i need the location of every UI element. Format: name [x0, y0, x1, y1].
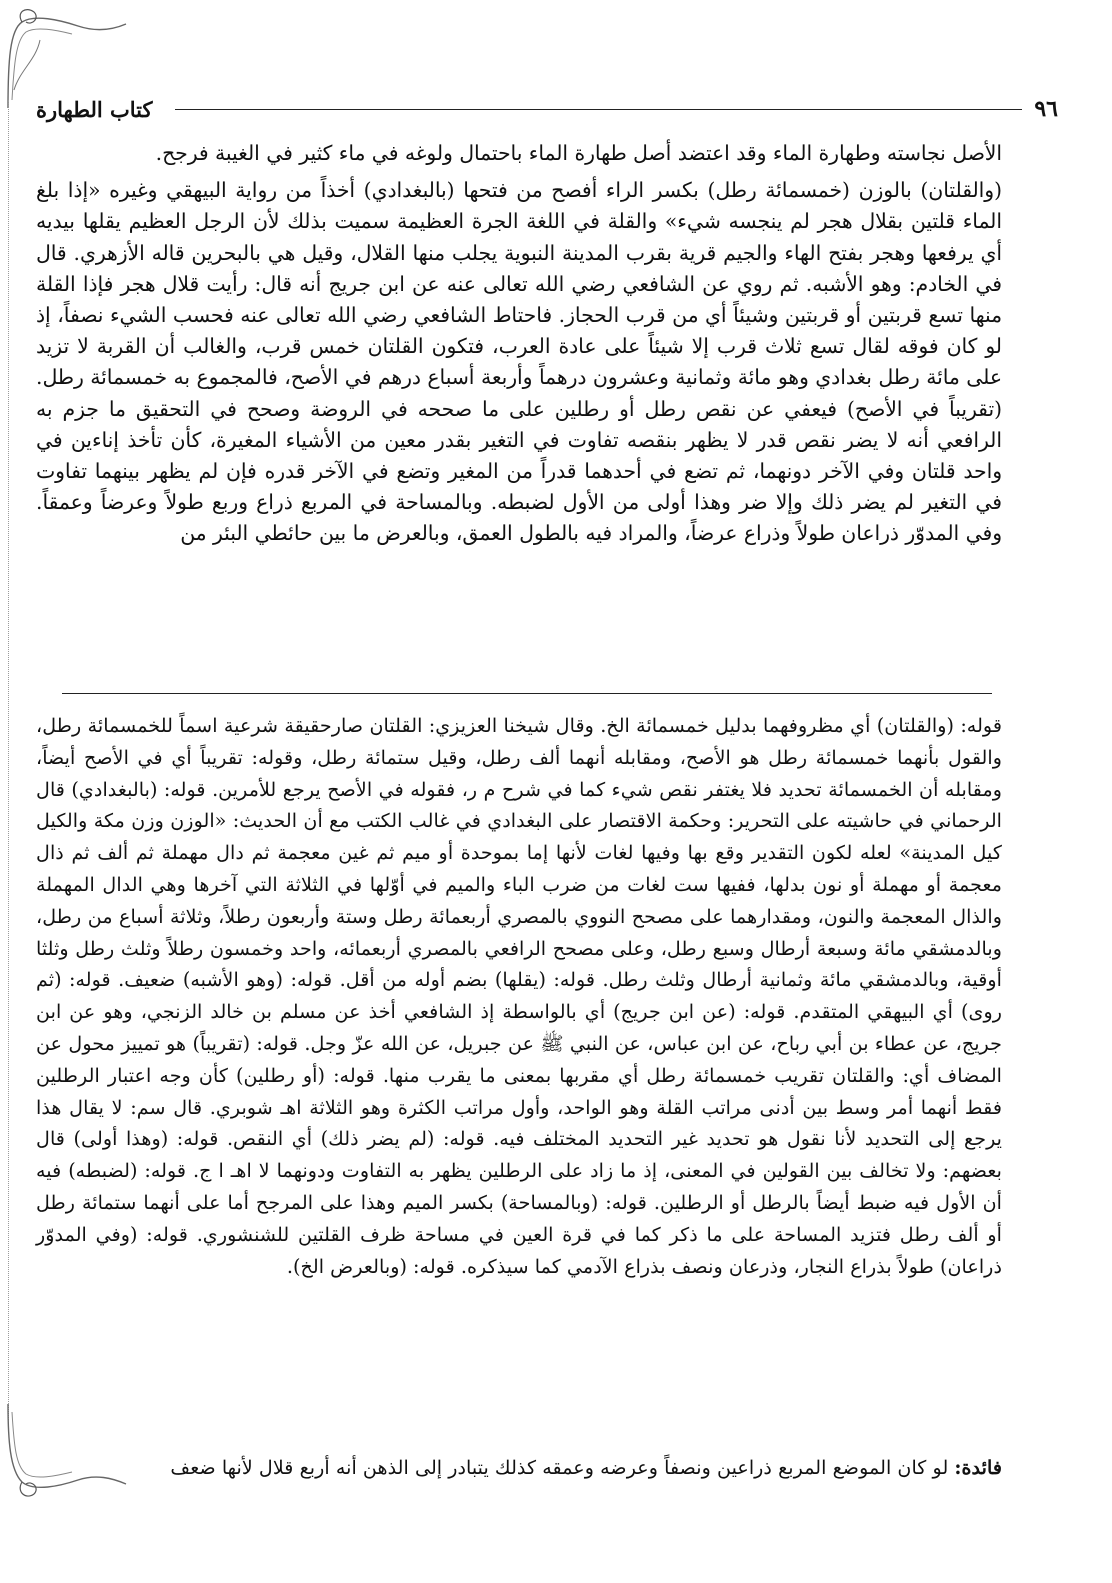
- main-paragraph: (والقلتان) بالوزن (خمسمائة رطل) بكسر الراء أفصح من فتحها (بالبغدادي) أخذاً من رواية البيهقي وغيره «إذا بلغ الماء قلتين بقلال هجر لم ينجسه شيء» والقلة في اللغة الجرة العظيمة سميت بذلك لأن الرجل العظيم يقلها بيديه أي يرفعها وهجر بفتح الهاء والجيم قرية بقرب المدينة النبوية يجلب منها القلال، وقيل هي بالبحرين قاله الأزهري. قال في الخادم: وهو الأشبه. ثم روي عن الشافعي رضي الله تعالى عنه عن ابن جريج أنه قال: رأيت قلال هجر فإذا القلة منها تسع قربتين أو قربتين وشيئاً أي من قرب الحجاز. فاحتاط الشافعي رضي الله تعالى عنه فحسب الشيء نصفاً، إذ لو كان فوقه لقال تسع ثلاث قرب إلا شيئاً على عادة العرب، فتكون القلتان خمس قرب، والغالب أن القربة لا تزيد على مائة رطل بغدادي وهو مائة وثمانية وعشرون درهماً وأربعة أسباع درهم في الأصح، فالمجموع به خمسمائة رطل. (تقريباً في الأصح) فيعفي عن نقص رطل أو رطلين على ما صححه في الروضة وصحح في التحقيق ما جزم به الرافعي أنه لا يضر نقص قدر لا يظهر بنقصه تفاوت في التغير بقدر معين من الأشياء المغيرة، كأن تأخذ إناءين في واحد قلتان وفي الآخر دونهما، ثم تضع في أحدهما قدراً من المغير وتضع في الآخر قدره فإن لم يظهر بينهما تفاوت في التغير لم يضر ذلك وإلا ضر وهذا أولى من الأول لضبطه. وبالمساحة في المربع ذراع وربع طولاً وعرضاً وعمقاً. وفي المدوّر ذراعان طولاً وذراع عرضاً، والمراد فيه بالطول العمق، وبالعرض ما بين حائطي البئر من: [36, 178, 1002, 546]
- running-header: [36, 92, 1058, 126]
- benefit-label: فائدة:: [954, 1456, 1002, 1479]
- header-rule: [175, 109, 1023, 110]
- footnote-separator: [62, 693, 992, 694]
- benefit-body: لو كان الموضع المربع ذراعين ونصفاً وعرضه وعمقه كذلك يتبادر إلى الذهن أنه أربع قلال لأنها ضعف: [170, 1456, 949, 1479]
- commentary-paragraph: قوله: (والقلتان) أي مظروفهما بدليل خمسمائة الخ. وقال شيخنا العزيزي: القلتان صارحقيقة شرعية اسماً للخمسمائة رطل، والقول بأنهما خمسمائة رطل هو الأصح، ومقابله أنهما ألف رطل، وقيل ستمائة رطل، وقوله: تقريباً أي في الأصح أيضاً، ومقابله أن الخمسمائة تحديد فلا يغتفر نقص شيء كما في شرح م ر، فقوله في الأصح يرجع للأمرين. قوله: (بالبغدادي) قال الرحماني في حاشيته على التحرير: وحكمة الاقتصار على البغدادي في غالب الكتب مع أن الحديث: «الوزن وزن مكة والكيل كيل المدينة» لعله لكون التقدير وقع بها وفيها لغات لأنها إما بموحدة أو ميم ثم غين معجمة ثم دال مهملة ثم ألف ثم ذال معجمة أو مهملة أو نون بدلها، ففيها ست لغات من ضرب الباء والميم في أوّلها في الثلاثة التي آخرها وهي الدال المهملة والذال المعجمة والنون، ومقدارهما على مصحح النووي بالمصري أربعمائة رطل وستة وأربعون رطلاً، وثلاثة أسباع من رطل، وبالدمشقي مائة وسبعة أرطال وسبع رطل، وعلى مصحح الرافعي بالمصري أربعمائه، واحد وخمسون رطلاً وثلث رطل وثلثا أوقية، وبالدمشقي مائة وثمانية أرطال وثلث رطل. قوله: (يقلها) بضم أوله من أقل. قوله: (وهو الأشبه) ضعيف. قوله: (ثم روى) أي البيهقي المتقدم. قوله: (عن ابن جريج) أي بالواسطة إذ الشافعي أخذ عن مسلم بن خالد الزنجي، وهو عن ابن جريج، عن عطاء بن أبي رباح، عن ابن عباس، عن النبي ﷺ عن جبريل، عن الله عزّ وجل. قوله: (تقريباً) هو تمييز محول عن المضاف أي: والقلتان تقريب خمسمائة رطل أي مقربها بمعنى ما يقرب منها. قوله: (أو رطلين) كأن وجه اعتبار الرطلين فقط أنهما أمر وسط بين أدنى مراتب القلة وهو الواحد، وأول مراتب الكثرة وهو الثلاثة اهـ شوبري. قال سم: لا يقال هذا يرجع إلى التحديد لأنا نقول هو تحديد غير التحديد المختلف فيه. قوله: (لم يضر ذلك) أي النقص. قوله: (وهذا أولى) قال بعضهم: ولا تخالف بين القولين في المعنى، إذ ما زاد على الرطلين يظهر به التفاوت ودونهما لا اهـ ا ج. قوله: (لضبطه) فيه أن الأول فيه ضبط أيضاً بالرطل أو الرطلين. قوله: (وبالمساحة) بكسر الميم وهذا على المرجح أما على أنهما ستمائة رطل أو ألف رطل فتزيد المساحة على ما ذكر كما في قرة العين في مساحة ظرف القلتين للشنشوري. قوله: (وفي المدوّر ذراعان) طولاً بذراع النجار، وذرعان ونصف بذراع الآدمي كما سيذكره. قوله: (وبالعرض الخ).: [36, 714, 1002, 1278]
- commentary-text: [36, 710, 1002, 1282]
- page-number: ٩٦: [1034, 96, 1058, 122]
- book-title: كتاب الطهارة: [36, 96, 153, 122]
- main-paragraph: الأصل نجاسته وطهارة الماء وقد اعتضد أصل طهارة الماء باحتمال ولوغه في ماء كثير في الغيبة فرجح.: [155, 141, 1002, 165]
- benefit-note: [36, 1452, 1002, 1483]
- main-text: [36, 138, 1002, 550]
- margin-rule: [8, 100, 15, 1420]
